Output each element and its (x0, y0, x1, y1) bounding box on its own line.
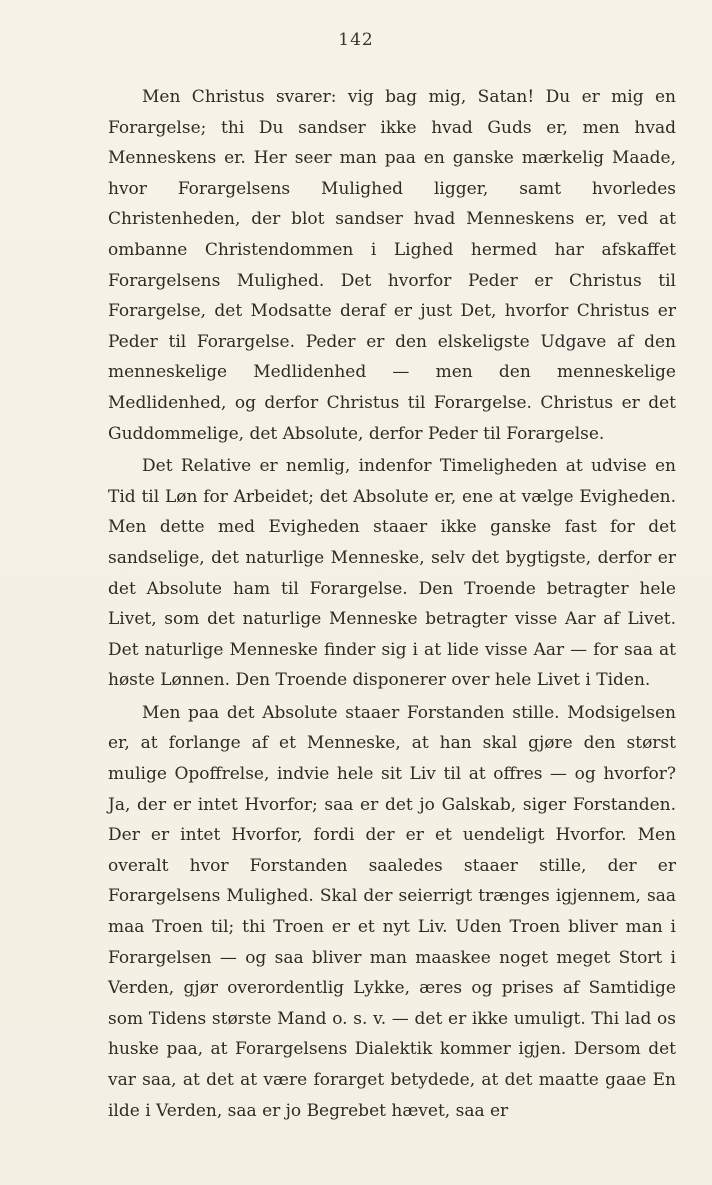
paragraph: Men paa det Absolute staaer Forstanden stille. Modsigelsen er, at forlange af et Menneske, at han skal gjøre den størst mulige Opoffrelse, indvie hele sit Liv til at offres — og hvorfor? Ja, der er intet Hvorfor; saa er det jo Galskab, siger Forstanden. Der er intet Hvorfor, fordi der er et uendeligt Hvorfor. Men overalt hvor Forstanden saaledes staaer stille, der er Forargelsens Mulighed. Skal der seierrigt trænges igjennem, saa maa Troen til; thi Troen er et nyt Liv. Uden Troen bliver man i Forargelsen — og saa bliver man maaskee noget meget Stort i Verden, gjør overordentlig Lykke, æres og prises af Samtidige som Tidens største Mand o. s. v. — det er ikke umuligt. Thi lad os huske paa, at Forargelsens Dialektik kommer igjen. Dersom det var saa, at det at være forarget betydede, at det maatte gaae En ilde i Verden, saa er jo Begrebet hævet, saa er (108, 702, 676, 1121)
page-number: 142 (338, 30, 374, 50)
paragraph: Men Christus svarer: vig bag mig, Satan! Du er mig en Forargelse; thi Du sandser ikke hvad Guds er, men hvad Menneskens er. Her seer man paa en ganske mærkelig Maade, hvor Forargelsens Mulighed ligger, samt hvorledes Christenheden, der blot sandser hvad Menneskens er, ved at ombanne Christendommen i Lighed hermed har afskaffet Forargelsens Mulighed. Det hvorfor Peder er Christus til Forargelse, det Modsatte deraf er just Det, hvorfor Christus er Peder til Forargelse. Peder er den elskeligste Udgave af den menneskelige Medlidenhed — men den menneskelige Medlidenhed, og derfor Christus til Forargelse. Christus er det Guddommelige, det Absolute, derfor Peder til Forargelse. (108, 87, 676, 444)
paragraph: Det Relative er nemlig, indenfor Timeligheden at udvise en Tid til Løn for Arbeidet; det Absolute er, ene at vælge Evigheden. Men dette med Evigheden staaer ikke ganske fast for det sandselige, det naturlige Menneske, selv det bygtigste, derfor er det Absolute ham til Forargelse. Den Troende betragter hele Livet, som det naturlige Menneske betragter visse Aar af Livet. Det naturlige Menneske finder sig i at lide visse Aar — for saa at høste Lønnen. Den Troende disponerer over hele Livet i Tiden. (108, 456, 676, 691)
body-text (108, 82, 676, 1126)
